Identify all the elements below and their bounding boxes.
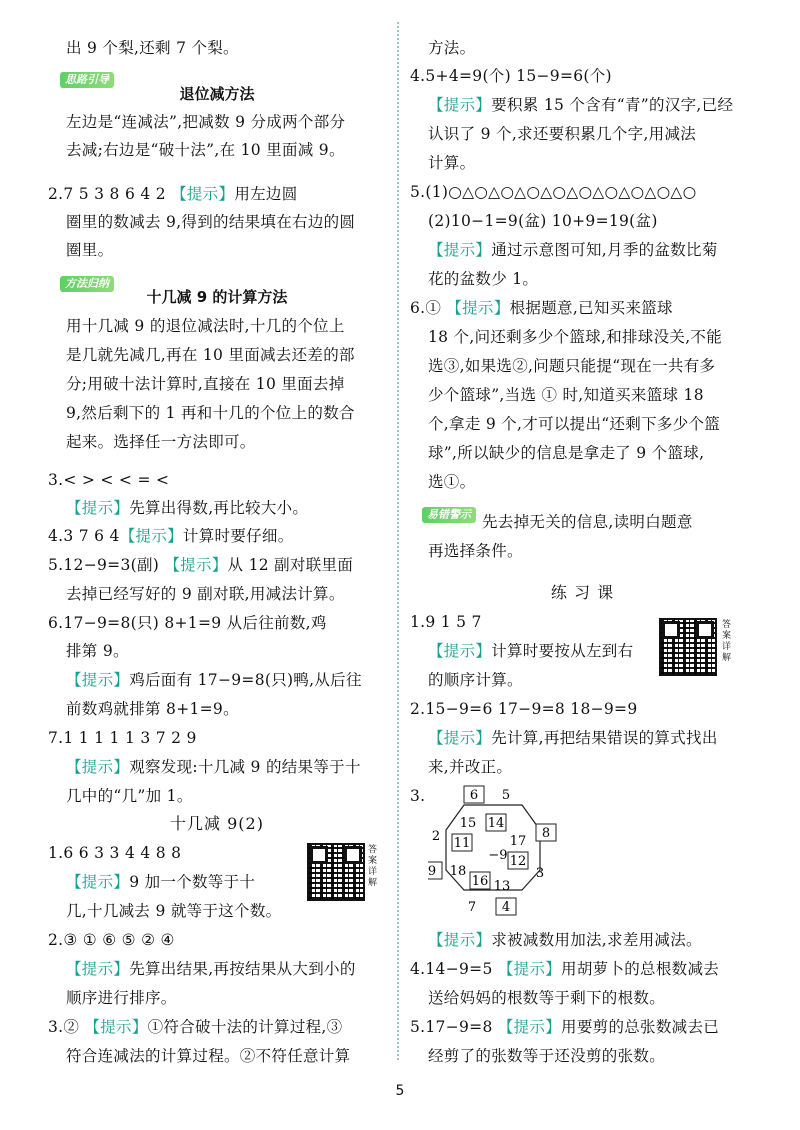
text-line: 6.17−9=8(只) 8+1=9 从后往前数,鸡 [48, 614, 327, 632]
octagon-center-label: −9 [488, 848, 508, 863]
text-line: 3.② 【提示】①符合破十法的计算过程,③ [48, 1018, 343, 1036]
text-line: 【提示】鸡后面有 17−9=8(只)鸭,从后往 [66, 671, 362, 689]
text-line: 【提示】通过示意图可知,月季的盆数比菊 [428, 241, 718, 259]
hint-label: 【提示】 [428, 241, 492, 259]
text-line: 4.14−9=5 【提示】用胡萝卜的总根数减去 [410, 960, 720, 978]
octagon-outer-number: 6 [469, 788, 479, 803]
hint-label: 【提示】 [428, 729, 492, 747]
hint-label: 【提示】 [66, 873, 130, 891]
text-line: 方法。 [428, 39, 476, 57]
octagon-inner-number: 11 [453, 836, 471, 851]
octagon-outer-number: 3 [535, 866, 545, 881]
text-line: 计算。 [428, 154, 476, 172]
text-line: 4.3 7 6 4【提示】计算时要仔细。 [48, 527, 294, 545]
text-line: 1.9 1 5 7 [410, 613, 482, 631]
text-line: 分;用破十法计算时,直接在 10 里面去掉 [66, 375, 345, 393]
text-line: 3.< > < < = < [48, 471, 170, 489]
hint-label: 【提示】 [164, 556, 228, 574]
text-line: 3. [410, 787, 426, 805]
text-line: 【提示】计算时要按从左到右 [428, 642, 634, 660]
text-line: 个,拿走 9 个,才可以提出“还剩下多少个篮 [428, 415, 721, 433]
octagon-outer-number: 7 [467, 900, 477, 915]
text-line: 顺序进行排序。 [66, 989, 177, 1007]
octagon-inner-number: 13 [493, 879, 511, 894]
text-line: 再选择条件。 [428, 542, 523, 560]
hint-label: 【提示】 [119, 527, 183, 545]
text-line: 花的盆数少 1。 [428, 270, 539, 288]
text-line: 来,并改正。 [428, 758, 513, 776]
octagon-outer-number: 9 [428, 864, 437, 879]
text-line: 是几就先减几,再在 10 里面减去还差的部 [66, 346, 355, 364]
text-line: 圈里的数减去 9,得到的结果填在右边的圆 [66, 213, 356, 231]
octagon-inner-number: 12 [509, 854, 527, 869]
hint-label: 【提示】 [497, 1018, 562, 1036]
text-line: 先去掉无关的信息,读明白题意 [482, 513, 693, 531]
text-line: 去减;右边是“破十法”,在 10 里面减 9。 [66, 141, 345, 159]
hint-label: 【提示】 [66, 758, 130, 776]
text-line: 【提示】9 加一个数等于十 [66, 873, 256, 891]
text-line: 9,然后剩下的 1 再和十几的个位上的数合 [66, 404, 355, 422]
text-line: 18 个,问还剩多少个篮球,和排球没关,不能 [428, 328, 723, 346]
text-line: (2)10−1=9(盆) 10+9=19(盆) [428, 212, 658, 230]
octagon-outer-number: 4 [501, 900, 511, 915]
text-line: 1.6 6 3 3 4 4 8 8 [48, 844, 182, 862]
text-line: 几,十几减去 9 就等于这个数。 [66, 902, 282, 920]
qr-label-right: 答案详解 [722, 620, 732, 663]
text-line: 2.③ ① ⑥ ⑤ ② ④ [48, 931, 175, 949]
hint-label: 【提示】 [497, 960, 562, 978]
text-line: 去掉已经写好的 9 副对联,用减法计算。 [66, 585, 345, 603]
text-line: 5.(1)○△○△○△○△○△○△○△○△○△○ [410, 183, 697, 201]
hint-label: 【提示】 [428, 642, 492, 660]
qr-code-right[interactable] [659, 618, 717, 676]
hint-label: 【提示】 [171, 185, 235, 203]
text-line: 球”,所以缺少的信息是拿走了 9 个篮球, [428, 444, 705, 462]
text-line: 几中的“几”加 1。 [66, 787, 193, 805]
text-line: 【提示】要积累 15 个含有“青”的汉字,已经 [428, 96, 734, 114]
text-line: 圈里。 [66, 241, 114, 259]
text-line: 出 9 个梨,还剩 7 个梨。 [66, 39, 239, 57]
section-subtitle: 练 习 课 [550, 583, 615, 602]
octagon-diagram [428, 785, 558, 920]
hint-label: 【提示】 [446, 299, 510, 317]
text-line: 4.5+4=9(个) 15−9=6(个) [410, 67, 612, 85]
text-line: 【提示】求被减数用加法,求差用减法。 [428, 931, 702, 949]
hint-label: 【提示】 [66, 499, 130, 517]
text-line: 选①。 [428, 473, 476, 491]
hint-label: 【提示】 [428, 96, 492, 114]
text-line: 选③,如果选②,问题只能提“现在一共有多 [428, 357, 716, 375]
section-subtitle: 十几减 9(2) [170, 814, 264, 833]
column-divider [397, 22, 399, 1060]
octagon-inner-number: 14 [487, 816, 505, 831]
text-line: 前数鸡就排第 8+1=9。 [66, 700, 239, 718]
text-line: 的顺序计算。 [428, 671, 523, 689]
page-number: 5 [395, 1083, 405, 1099]
text-line: 起来。选择任一方法即可。 [66, 433, 256, 451]
text-line: 认识了 9 个,求还要积累几个字,用减法 [428, 125, 697, 143]
qr-label-left: 答案详解 [368, 845, 378, 888]
text-line: 2.15−9=6 17−9=8 18−9=9 [410, 700, 638, 718]
section-tag: 思路引导 [60, 72, 114, 88]
octagon-inner-number: 18 [449, 864, 467, 879]
hint-label: 【提示】 [66, 671, 130, 689]
octagon-outer-number: 2 [431, 829, 441, 844]
text-line: 【提示】先计算,再把结果错误的算式找出 [428, 729, 718, 747]
hint-label: 【提示】 [428, 931, 492, 949]
text-line: 【提示】先算出得数,再比较大小。 [66, 499, 309, 517]
octagon-outer-number: 8 [541, 826, 551, 841]
text-line: 【提示】先算出结果,再按结果从大到小的 [66, 960, 356, 978]
octagon-inner-number: 17 [509, 834, 527, 849]
text-line: 送给妈妈的根数等于剩下的根数。 [428, 989, 666, 1007]
text-line: 符合连减法的计算过程。②不符任意计算 [66, 1047, 351, 1065]
text-line: 排第 9。 [66, 642, 129, 660]
hint-label: 【提示】 [66, 960, 130, 978]
text-line: 【提示】观察发现:十几减 9 的结果等于十 [66, 758, 361, 776]
text-line: 6.① 【提示】根据题意,已知买来篮球 [410, 299, 673, 317]
text-line: 5.12−9=3(副) 【提示】从 12 副对联里面 [48, 556, 354, 574]
section-tag: 方法归纳 [60, 276, 114, 292]
text-line: 少个篮球”,当选 ① 时,知道买来篮球 18 [428, 386, 704, 404]
text-line: 7.1 1 1 1 1 3 7 2 9 [48, 729, 197, 747]
octagon-inner-number: 15 [459, 816, 477, 831]
text-line: 左边是“连减法”,把减数 9 分成两个部分 [66, 113, 346, 131]
octagon-inner-number: 16 [471, 874, 489, 889]
text-line: 5.17−9=8 【提示】用要剪的总张数减去已 [410, 1018, 720, 1036]
hint-label: 【提示】 [84, 1018, 148, 1036]
octagon-outer-number: 5 [501, 788, 511, 803]
section-tag: 易错警示 [422, 507, 476, 523]
qr-code-left[interactable] [307, 843, 365, 901]
text-line: 2.7 5 3 8 6 4 2 【提示】用左边圆 [48, 185, 298, 203]
text-line: 用十几减 9 的退位减法时,十几的个位上 [66, 317, 345, 335]
section-title: 十几减 9 的计算方法 [146, 288, 288, 306]
section-title: 退位减方法 [179, 85, 255, 103]
text-line: 经剪了的张数等于还没剪的张数。 [428, 1047, 666, 1065]
